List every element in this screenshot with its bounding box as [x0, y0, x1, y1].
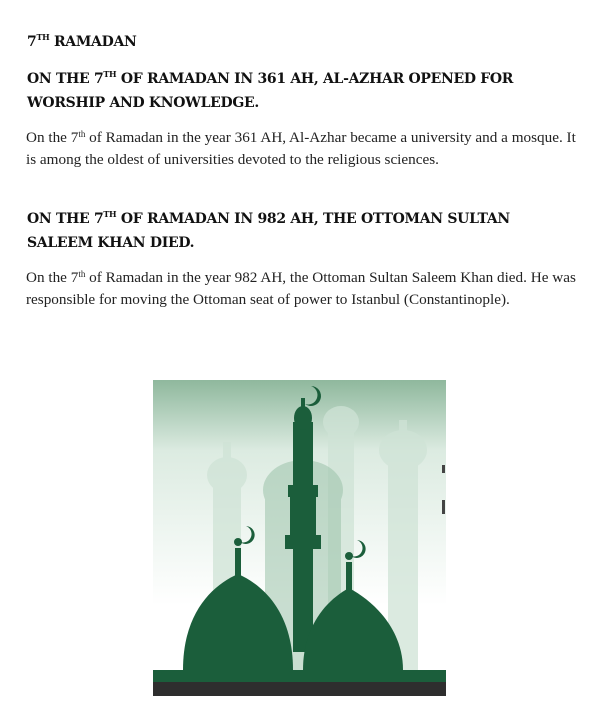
page-title: 7TH RAMADAN — [27, 32, 137, 50]
paragraph-al-azhar: On the 7th of Ramadan in the year 361 AH, Al-Azhar became a university and a mosque. It is among the oldest of universities devoted to the religious sciences. — [26, 129, 576, 168]
heading-sultan-saleem: ON THE 7TH OF RAMADAN IN 982 AH, THE OTTOMAN SULTAN SALEEM KHAN DIED. — [27, 209, 510, 251]
heading-al-azhar: ON THE 7TH OF RAMADAN IN 361 AH, AL-AZHAR OPENED FOR WORSHIP AND KNOWLEDGE. — [27, 69, 514, 111]
paragraph-sultan-saleem: On the 7th of Ramadan in the year 982 AH, the Ottoman Sultan Saleem Khan died. He was responsible for moving the Ottoman seat of power to Istanbul (Constantinople). — [26, 269, 576, 308]
mosque-silhouette-icon — [153, 380, 446, 702]
